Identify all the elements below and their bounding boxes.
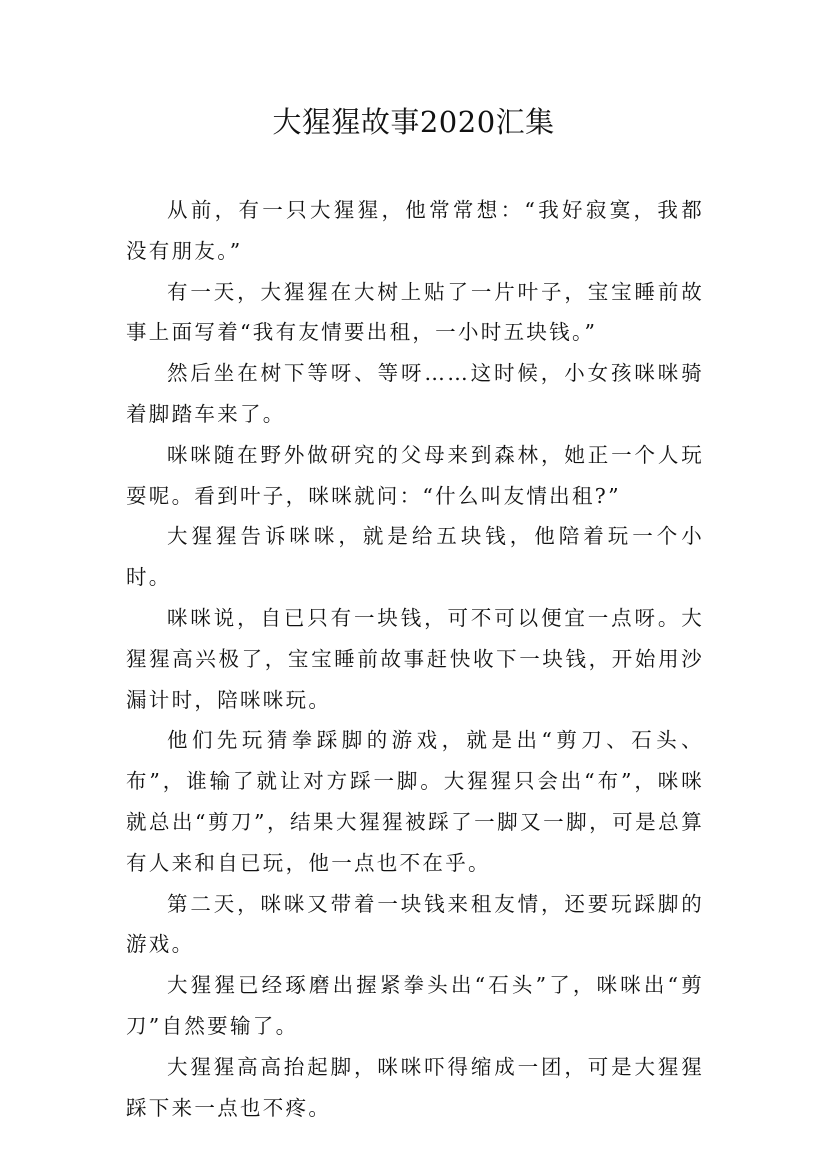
document-title: 大猩猩故事2020汇集	[272, 105, 555, 139]
paragraph: 大猩猩已经琢磨出握紧拳头出“石头”了，咪咪出“剪刀”自然要输了。	[126, 973, 704, 1038]
paragraph: 咪咪随在野外做研究的父母来到森林，她正一个人玩耍呢。看到叶子，咪咪就问：“什么叫友情出租?”	[126, 442, 704, 508]
paragraph: 有一天，大猩猩在大树上贴了一片叶子，宝宝睡前故事上面写着“我有友情要出租，一小时五块钱。”	[126, 279, 704, 345]
paragraph: 大猩猩高高抬起脚，咪咪吓得缩成一团，可是大猩猩踩下来一点也不疼。	[126, 1054, 704, 1120]
paragraph: 大猩猩告诉咪咪，就是给五块钱，他陪着玩一个小时。	[126, 524, 704, 590]
paragraph: 咪咪说，自已只有一块钱，可不可以便宜一点呀。大猩猩高兴极了，宝宝睡前故事赶快收下一块钱，开始用沙漏计时，陪咪咪玩。	[126, 605, 704, 712]
paragraph: 从前，有一只大猩猩，他常常想：“我好寂寞，我都没有朋友。”	[126, 198, 704, 263]
paragraph: 然后坐在树下等呀、等呀……这时候，小女孩咪咪骑着脚踏车来了。	[126, 361, 704, 426]
paragraph: 第二天，咪咪又带着一块钱来租友情，还要玩踩脚的游戏。	[126, 891, 704, 957]
document-body	[126, 190, 704, 1128]
paragraph: 他们先玩猜拳踩脚的游戏，就是出“剪刀、石头、布”，谁输了就让对方踩一脚。大猩猩只会出“布”，咪咪就总出“剪刀”，结果大猩猩被踩了一脚又一脚，可是总算有人来和自已玩，他一点也不在乎。	[126, 728, 704, 875]
